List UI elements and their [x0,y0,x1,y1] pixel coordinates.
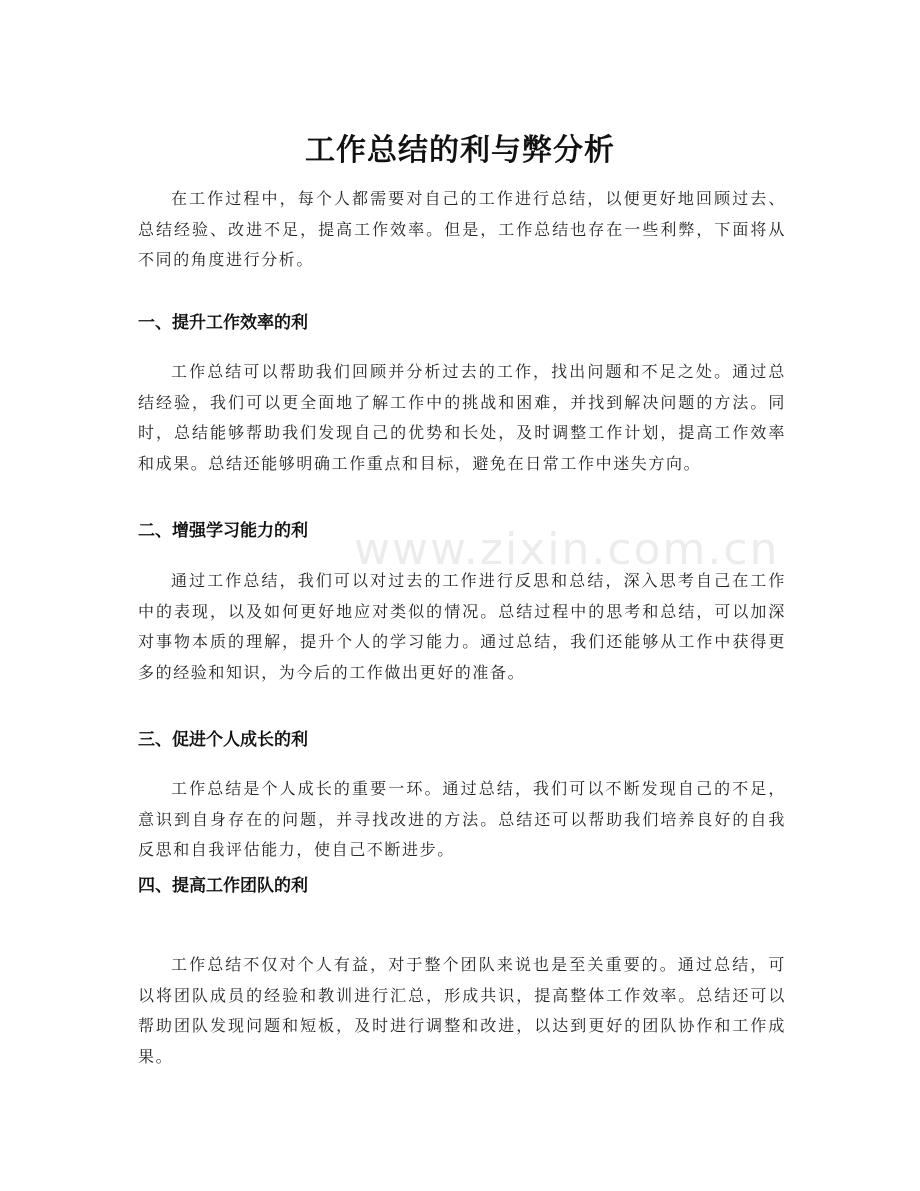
watermark: www.zixin.com.cn [354,524,780,575]
section-heading-4: 四、提高工作团队的利 [138,876,308,896]
document-title: 工作总结的利与弊分析 [305,133,615,169]
section-body-3: 工作总结是个人成长的重要一环。通过总结，我们可以不断发现自己的不足，意识到自身存在的问题，并寻找改进的方法。总结还可以帮助我们培养良好的自我反思和自我评估能力，使自己不断进步。 [138,779,786,859]
section-body-1: 工作总结可以帮助我们回顾并分析过去的工作，找出问题和不足之处。通过总结经验，我们可以更全面地了解工作中的挑战和困难，并找到解决问题的方法。同时，总结能够帮助我们发现自己的优势和长处，及时调整工作计划，提高工作效率和成果。总结还能够明确工作重点和目标，避免在日常工作中迷失方向。 [138,362,786,473]
section-body-4: 工作总结不仅对个人有益，对于整个团队来说也是至关重要的。通过总结，可以将团队成员的经验和教训进行汇总，形成共识，提高整体工作效率。总结还可以帮助团队发现问题和短板，及时进行调整和改进，以达到更好的团队协作和工作成果。 [138,955,786,1066]
section-heading-1: 一、提升工作效率的利 [138,313,308,333]
section-body-2: 通过工作总结，我们可以对过去的工作进行反思和总结，深入思考自己在工作中的表现，以及如何更好地应对类似的情况。总结过程中的思考和总结，可以加深对事物本质的理解，提升个人的学习能力。通过总结，我们还能够从工作中获得更多的经验和知识，为今后的工作做出更好的准备。 [138,571,786,682]
intro-paragraph: 在工作过程中，每个人都需要对自己的工作进行总结，以便更好地回顾过去、总结经验、改进不足，提高工作效率。但是，工作总结也存在一些利弊，下面将从不同的角度进行分析。 [138,189,786,269]
section-heading-3: 三、促进个人成长的利 [138,730,308,750]
section-heading-2: 二、增强学习能力的利 [138,521,308,541]
